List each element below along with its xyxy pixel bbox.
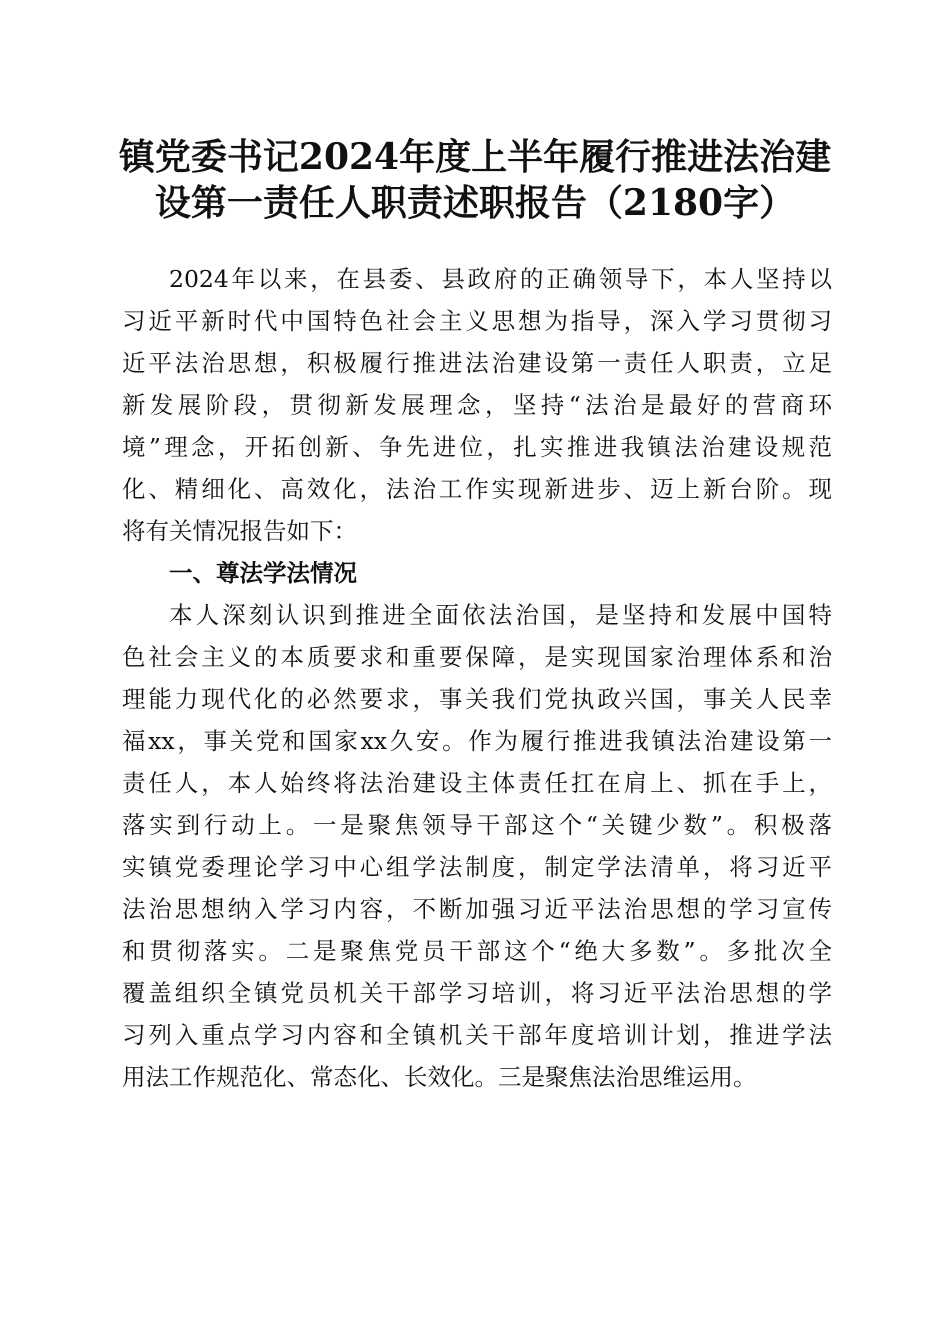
section-line: 实镇党委理论学习中心组学法制度，制定学法清单，将习近平	[122, 853, 832, 881]
intro-line: 新发展阶段，贯彻新发展理念，坚持“法治是最好的营商环	[122, 391, 832, 419]
section-line: 理能力现代化的必然要求，事关我们党执政兴国，事关人民幸	[122, 685, 832, 713]
section-line: 责任人，本人始终将法治建设主体责任扛在肩上、抓在手上，	[122, 769, 832, 797]
section-line: 福xx，事关党和国家xx久安。作为履行推进我镇法治建设第一	[122, 727, 832, 755]
intro-line: 近平法治思想，积极履行推进法治建设第一责任人职责，立足	[122, 349, 832, 377]
intro-line: 2024年以来，在县委、县政府的正确领导下，本人坚持以	[169, 265, 832, 293]
section-line: 习列入重点学习内容和全镇机关干部年度培训计划，推进学法	[122, 1021, 832, 1049]
intro-line: 化、精细化、高效化，法治工作实现新进步、迈上新台阶。现	[122, 475, 832, 503]
intro-line: 将有关情况报告如下：	[122, 517, 357, 545]
section-line: 和贯彻落实。二是聚焦党员干部这个“绝大多数”。多批次全	[122, 937, 832, 965]
document-body	[122, 258, 832, 1098]
section-line: 本人深刻认识到推进全面依法治国，是坚持和发展中国特	[169, 601, 832, 629]
title-line-1: 镇党委书记2024年度上半年履行推进法治建	[118, 136, 832, 178]
section-line: 落实到行动上。一是聚焦领导干部这个“关键少数”。积极落	[122, 811, 832, 839]
title-line-2: 设第一责任人职责述职报告（2180字）	[154, 182, 796, 224]
document-title	[110, 134, 840, 226]
section-line: 覆盖组织全镇党员机关干部学习培训，将习近平法治思想的学	[122, 979, 832, 1007]
section-heading: 一、尊法学法情况	[169, 559, 357, 587]
section-line: 法治思想纳入学习内容，不断加强习近平法治思想的学习宣传	[122, 895, 832, 923]
section-line: 用法工作规范化、常态化、长效化。三是聚焦法治思维运用。	[122, 1063, 757, 1091]
intro-line: 境”理念，开拓创新、争先进位，扎实推进我镇法治建设规范	[122, 433, 832, 461]
intro-line: 习近平新时代中国特色社会主义思想为指导，深入学习贯彻习	[122, 307, 832, 335]
section-line: 色社会主义的本质要求和重要保障，是实现国家治理体系和治	[122, 643, 832, 671]
